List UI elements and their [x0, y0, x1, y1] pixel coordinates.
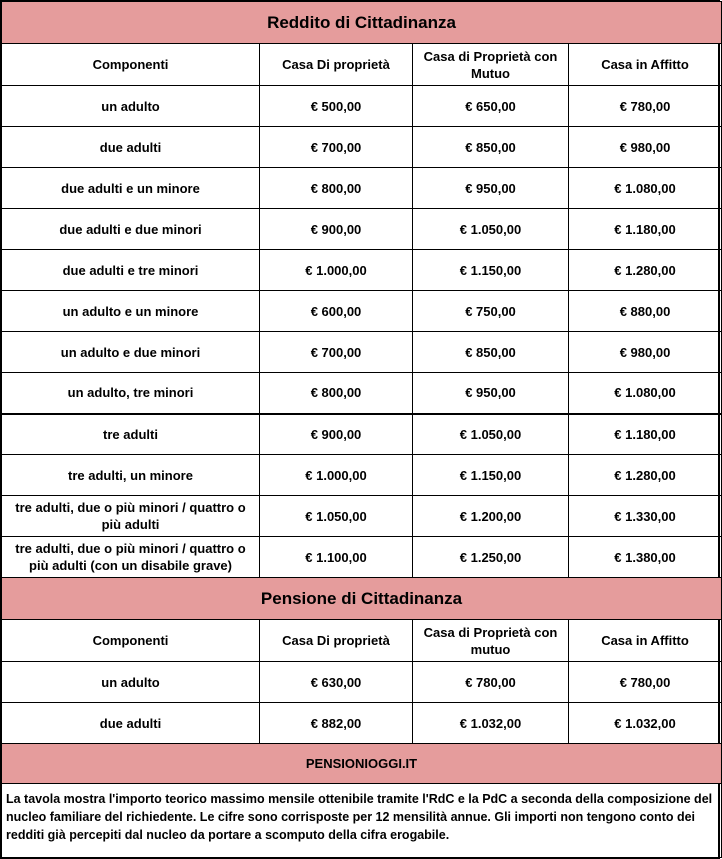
amount-cell: € 850,00 [413, 332, 569, 373]
amount-cell: € 780,00 [569, 86, 722, 127]
brand-label: PENSIONIOGGI.IT [2, 744, 722, 784]
amount-cell: € 1.050,00 [413, 414, 569, 455]
household-cell: tre adulti, un minore [2, 455, 260, 496]
household-cell: due adulti [2, 703, 260, 744]
amount-cell: € 780,00 [413, 662, 569, 703]
column-header: Casa di Proprietà con mutuo [413, 620, 569, 662]
amount-cell: € 1.150,00 [413, 455, 569, 496]
amount-cell: € 1.080,00 [569, 168, 722, 209]
household-cell: un adulto [2, 86, 260, 127]
household-cell: tre adulti [2, 414, 260, 455]
amount-cell: € 750,00 [413, 291, 569, 332]
note-row [2, 784, 722, 858]
table-row [2, 373, 722, 414]
rdc-title: Reddito di Cittadinanza [2, 2, 722, 44]
amount-cell: € 500,00 [260, 86, 413, 127]
table-row [2, 127, 722, 168]
table-row [2, 537, 722, 578]
amount-cell: € 882,00 [260, 703, 413, 744]
amount-cell: € 1.050,00 [413, 209, 569, 250]
household-cell: un adulto e due minori [2, 332, 260, 373]
footnote: La tavola mostra l'importo teorico massimo mensile ottenibile tramite l'RdC e la PdC a seconda della composizione del nucleo familiare del richiedente. Le cifre sono corrisposte per 12 mensilità annue. Gli importi non tengono conto dei redditi già percepiti dal nucleo da portare a scomputo della cifra erogabile. [2, 784, 722, 858]
table-row [2, 209, 722, 250]
amount-cell: € 600,00 [260, 291, 413, 332]
amount-cell: € 1.050,00 [260, 496, 413, 537]
rdc-header-row [2, 44, 722, 86]
amount-cell: € 1.032,00 [413, 703, 569, 744]
amount-cell: € 1.180,00 [569, 209, 722, 250]
amount-cell: € 900,00 [260, 209, 413, 250]
amount-cell: € 980,00 [569, 127, 722, 168]
table-row [2, 414, 722, 455]
amount-cell: € 880,00 [569, 291, 722, 332]
pdc-title: Pensione di Cittadinanza [2, 578, 722, 620]
pdc-header-row [2, 620, 722, 662]
table-row [2, 703, 722, 744]
amount-cell: € 630,00 [260, 662, 413, 703]
column-header: Casa Di proprietà [260, 44, 413, 86]
table-row [2, 662, 722, 703]
column-header: Casa Di proprietà [260, 620, 413, 662]
amount-cell: € 980,00 [569, 332, 722, 373]
table-row [2, 86, 722, 127]
column-header: Casa in Affitto [569, 44, 722, 86]
amount-cell: € 1.280,00 [569, 250, 722, 291]
amount-cell: € 800,00 [260, 373, 413, 414]
amount-cell: € 1.150,00 [413, 250, 569, 291]
household-cell: tre adulti, due o più minori / quattro o più adulti [2, 496, 260, 537]
amount-cell: € 1.280,00 [569, 455, 722, 496]
amount-cell: € 1.200,00 [413, 496, 569, 537]
rdc-table [1, 1, 722, 858]
household-cell: un adulto e un minore [2, 291, 260, 332]
amount-cell: € 1.380,00 [569, 537, 722, 578]
household-cell: un adulto [2, 662, 260, 703]
household-cell: un adulto, tre minori [2, 373, 260, 414]
amount-cell: € 780,00 [569, 662, 722, 703]
amount-cell: € 700,00 [260, 332, 413, 373]
amount-cell: € 1.000,00 [260, 455, 413, 496]
table-row [2, 168, 722, 209]
rdc-title-row [2, 2, 722, 44]
household-cell: tre adulti, due o più minori / quattro o più adulti (con un disabile grave) [2, 537, 260, 578]
amount-cell: € 1.330,00 [569, 496, 722, 537]
household-cell: due adulti e due minori [2, 209, 260, 250]
column-header: Casa di Proprietà con Mutuo [413, 44, 569, 86]
table-row [2, 291, 722, 332]
amount-cell: € 1.000,00 [260, 250, 413, 291]
pdc-title-row [2, 578, 722, 620]
column-header: Componenti [2, 620, 260, 662]
column-header: Casa in Affitto [569, 620, 722, 662]
amount-cell: € 950,00 [413, 373, 569, 414]
amount-cell: € 1.032,00 [569, 703, 722, 744]
amount-cell: € 850,00 [413, 127, 569, 168]
amount-cell: € 900,00 [260, 414, 413, 455]
table-row [2, 250, 722, 291]
table-row [2, 496, 722, 537]
amount-cell: € 1.080,00 [569, 373, 722, 414]
amount-cell: € 1.250,00 [413, 537, 569, 578]
table-row [2, 332, 722, 373]
amount-cell: € 800,00 [260, 168, 413, 209]
column-header: Componenti [2, 44, 260, 86]
amount-cell: € 1.180,00 [569, 414, 722, 455]
brand-row [2, 744, 722, 784]
household-cell: due adulti e tre minori [2, 250, 260, 291]
amount-cell: € 1.100,00 [260, 537, 413, 578]
household-cell: due adulti e un minore [2, 168, 260, 209]
amount-cell: € 950,00 [413, 168, 569, 209]
table-row [2, 455, 722, 496]
household-cell: due adulti [2, 127, 260, 168]
amount-cell: € 700,00 [260, 127, 413, 168]
amount-cell: € 650,00 [413, 86, 569, 127]
